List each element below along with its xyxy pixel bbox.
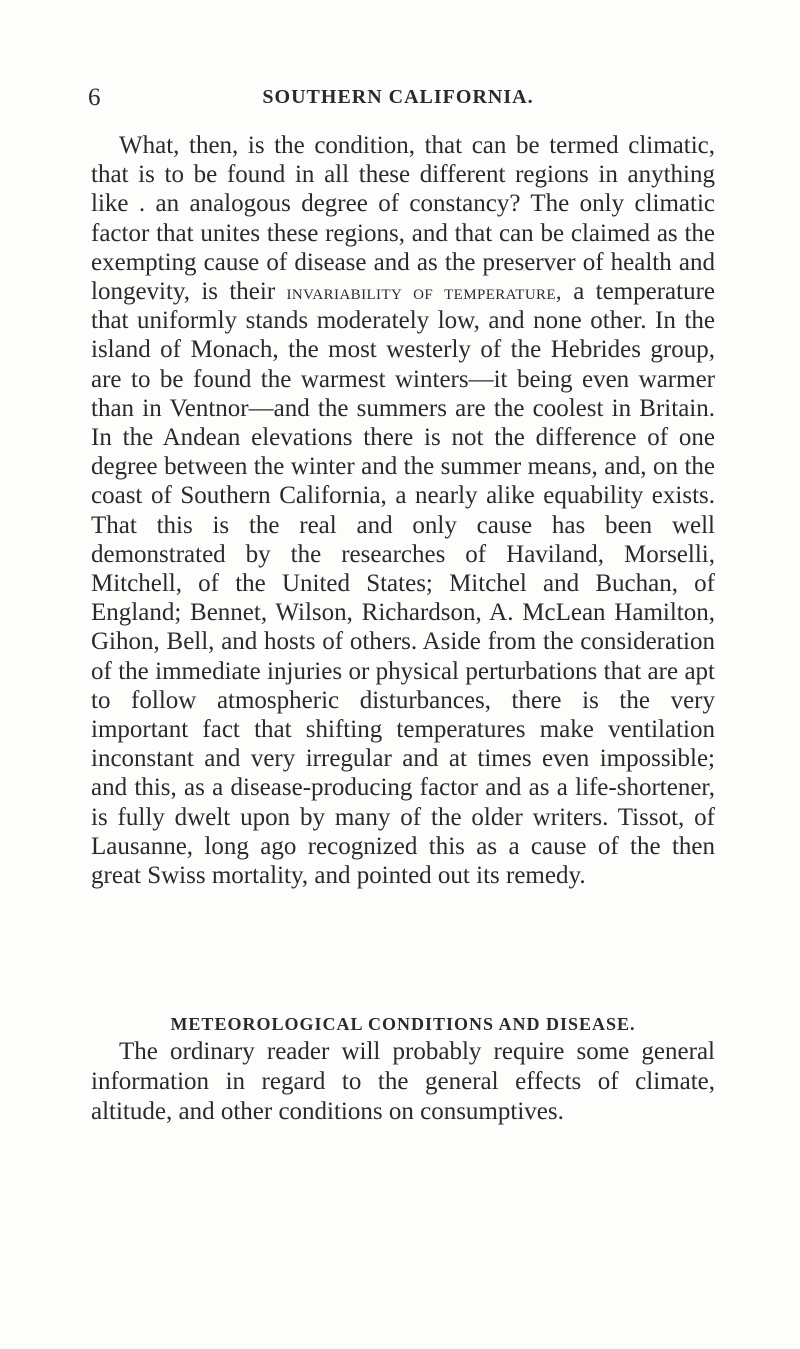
smallcaps-phrase: invariability of temperature,: [286, 279, 562, 305]
main-text-block: [91, 131, 715, 890]
running-title: SOUTHERN CALIFORNIA.: [262, 86, 534, 108]
page-number: 6: [88, 84, 101, 111]
paragraph-condition-climatic: [91, 131, 715, 890]
section-heading: METEOROLOGICAL CONDITIONS AND DISEASE.: [170, 1014, 636, 1034]
paragraph-text-part-1: What, then, is the condition, that can be termed climatic, that is to be found in all these different regions in anything like . an analogous degree of constancy? The only climatic factor that unites these regions, and that can be claimed as the exempting cause of disease and as the preserver of health and longevity, is their: [91, 132, 715, 306]
running-head: [88, 84, 708, 116]
second-text-block: [91, 1037, 715, 1127]
paragraph-text-part-2: a temperature that uniformly stands moderately low, and none other. In the island of Monach, the most westerly of the Hebrides group, are to be found the warmest winters—it being even warmer than in Ventnor—and the summers are the coolest in Britain. In the Andean elevations there is not the difference of one degree between the winter and the summer means, and, on the coast of Southern California, a nearly alike equability exists. That this is the real and only cause has been well demonstrated by the researches of Haviland, Morselli, Mitchell, of the United States; Mitchel and Buchan, of England; Bennet, Wilson, Richardson, A. McLean Hamilton, Gihon, Bell, and hosts of others. Aside from the consideration of the immediate injuries or physical perturbations that are apt to follow atmospheric disturbances, there is the very important fact that shifting temperatures make ventilation inconstant and very irregular and at times even impossible; and this, as a disease-producing factor and as a life-shortener, is fully dwelt upon by many of the older writers. Tissot, of Lausanne, long ago recognized this as a cause of the then great Swiss mortality, and pointed out its remedy.: [91, 278, 716, 890]
paragraph-ordinary-reader: The ordinary reader will probably require some general information in regard to the general effects of climate, altitude, and other conditions on consumptives.: [91, 1038, 715, 1125]
